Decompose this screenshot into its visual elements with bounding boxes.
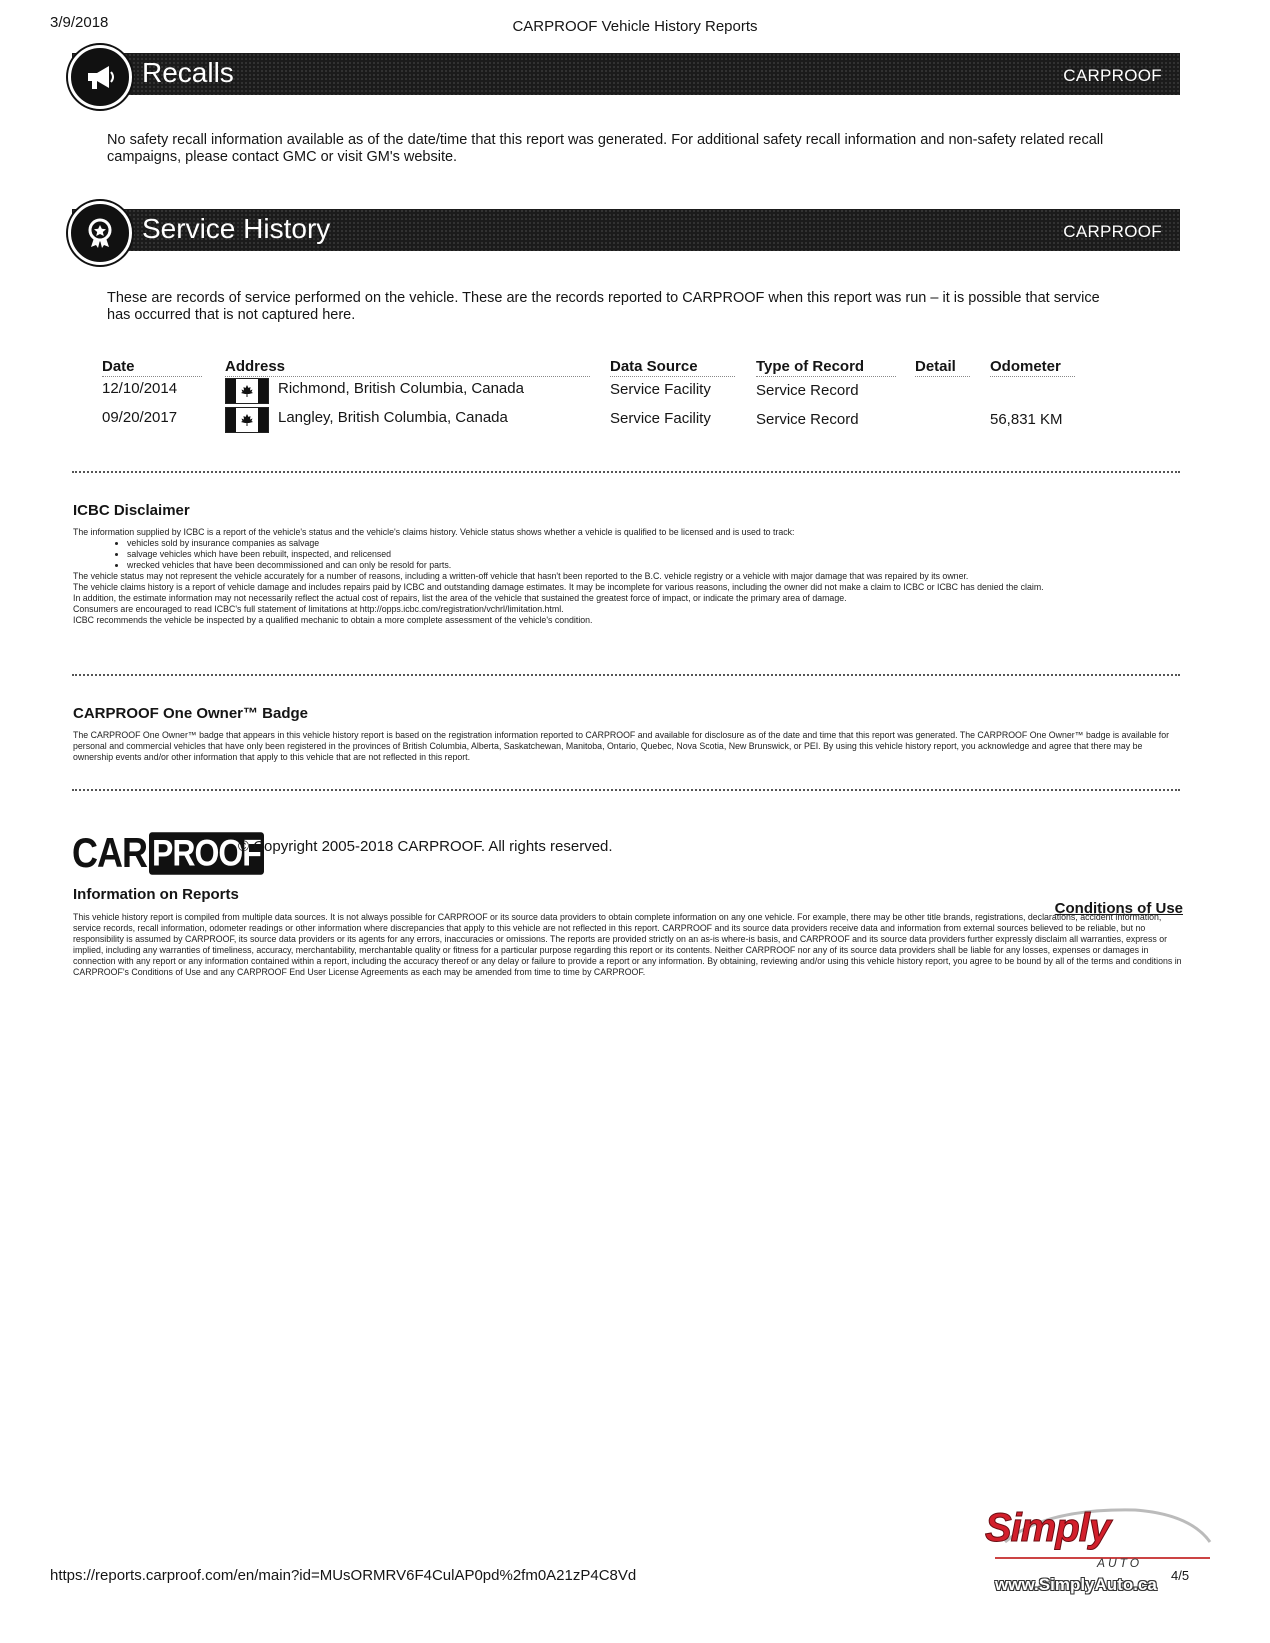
one-owner-title: CARPROOF One Owner™ Badge xyxy=(73,705,309,722)
col-detail: Detail xyxy=(915,358,956,375)
watermark-sub: AUTO xyxy=(1097,1556,1143,1570)
info-title: Information on Reports xyxy=(73,886,239,903)
icbc-paragraph: In addition, the estimate information may not necessarily reflect the actual cost of repairs, list the area of the vehicle that sustained the greatest force of impact, or indicate the primary area of damage. xyxy=(73,593,847,603)
icbc-paragraph: The vehicle claims history is a report of vehicle damage and includes repairs paid by ICBC and outstanding damage estimates. It may be incomplete for various reasons, including the owner did not make a claim to ICBC or ICBC has denied the claim. xyxy=(73,582,1044,592)
list-item: • vehicles sold by insurance companies as salvage xyxy=(127,538,1183,549)
icbc-bullets xyxy=(73,538,1183,571)
icbc-intro: The information supplied by ICBC is a report of the vehicle's status and the vehicle's claims history. Vehicle status shows whether a vehicle is qualified to be licensed and is used to track: xyxy=(73,527,795,537)
carproof-logo xyxy=(72,828,264,876)
header-rule xyxy=(915,376,970,377)
recalls-title: Recalls xyxy=(142,57,234,88)
icbc-title: ICBC Disclaimer xyxy=(73,502,190,519)
row-address: Langley, British Columbia, Canada xyxy=(278,409,508,426)
header-rule xyxy=(990,376,1075,377)
service-history-text: These are records of service performed on the vehicle. These are the records reported to CARPROOF when this report was run – it is possible that service has occurred that is not captured here. xyxy=(107,290,1100,323)
logo-car: CAR xyxy=(72,828,147,876)
list-item: • wrecked vehicles that have been decommissioned and can only be resold for parts. xyxy=(127,560,1183,571)
info-text: This vehicle history report is compiled from multiple data sources. It is not always possible for CARPROOF or its source data providers to obtain complete information on any one vehicle. For example, there may be other title brands, registrations, declarations, accident information, service records, recall information, odometer readings or other information where discrepancies that apply to this vehicle are not reflected in this report. CARPROOF and its source data providers receive data and information from external sources believed to be reliable, but no responsibility is assumed by CARPROOF, its source data providers or its agents for any errors, inaccuracies or omissions. The reports are provided strictly on an as-is where-is basis, and CARPROOF and its source data providers further expressly disclaim all warranties, express or implied, including any warranties of timeliness, accuracy, merchantability, merchantable quality or fitness for a particular purpose regarding this report or its contents. Neither CARPROOF nor any of its source data providers shall be liable for any losses, expenses or damages in connection with any report or any information contained within a report, including the accuracy thereof or any delay or failure to provide a report or any information. By obtaining, reviewing and/or using this vehicle history report, you agree to be bound by all of the terms and conditions in CARPROOF's Conditions of Use and any CARPROOF End User License Agreements as each may be amended from time to time by CARPROOF. xyxy=(73,912,1182,977)
award-badge-icon xyxy=(68,201,132,265)
canada-flag-icon xyxy=(225,407,269,433)
header-rule xyxy=(102,376,202,377)
service-history-brand: CARPROOF xyxy=(1063,222,1162,241)
canada-flag-icon xyxy=(225,378,269,404)
row-date: 12/10/2014 xyxy=(102,380,178,397)
section-divider xyxy=(72,674,1180,676)
one-owner-text: The CARPROOF One Owner™ badge that appears in this vehicle history report is based on the registration information reported to CARPROOF and available for disclosure as of the date and time that this report was generated. The CARPROOF One Owner™ badge is available for personal and commercial vehicles that have only been registered in the provinces of British Columbia, Alberta, Saskatchewan, Manitoba, Ontario, Quebec, Nova Scotia, New Brunswick, or PEI. By using this vehicle history report, you acknowledge and agree that there may be ownership events and/or other information that apply to this vehicle that are not reflected in this report. xyxy=(73,730,1170,762)
icbc-paragraph: Consumers are encouraged to read ICBC's full statement of limitations at http://opps.icbc.com/registration/vchrl/limitation.html. xyxy=(73,604,564,614)
footer-url: https://reports.carproof.com/en/main?id=MUsORMRV6F4CulAP0pd%2fm0A21zP4C8Vd xyxy=(50,1567,637,1584)
page-number: 4/5 xyxy=(1171,1568,1190,1583)
col-address: Address xyxy=(225,358,286,375)
service-history-title: Service History xyxy=(142,213,331,244)
list-item: • salvage vehicles which have been rebuilt, inspected, and relicensed xyxy=(127,549,1183,560)
watermark-name: Simply xyxy=(985,1506,1111,1550)
col-date: Date xyxy=(102,358,135,375)
row-odometer: 56,831 KM xyxy=(990,411,1063,428)
row-data-source: Service Facility xyxy=(610,410,711,427)
megaphone-icon xyxy=(68,45,132,109)
service-history-banner xyxy=(72,209,1180,251)
recalls-text: No safety recall information available as of the date/time that this report was generated. For additional safety recall information and non-safety related recall campaigns, please contact GMC or visit GM's website. xyxy=(107,132,1104,165)
icbc-paragraph: ICBC recommends the vehicle be inspected by a qualified mechanic to obtain a more complete assessment of the vehicle's condition. xyxy=(73,615,593,625)
header-rule xyxy=(610,376,735,377)
section-divider xyxy=(72,471,1180,473)
col-type-of-record: Type of Record xyxy=(756,358,865,375)
header-rule xyxy=(756,376,896,377)
row-address: Richmond, British Columbia, Canada xyxy=(278,380,524,397)
logo-proof: PROOF xyxy=(149,832,264,875)
section-divider xyxy=(72,789,1180,791)
row-type: Service Record xyxy=(756,411,859,428)
col-data-source: Data Source xyxy=(610,358,698,375)
recalls-brand: CARPROOF xyxy=(1063,66,1162,85)
watermark-url: www.SimplyAuto.ca xyxy=(995,1575,1157,1594)
col-odometer: Odometer xyxy=(990,358,1061,375)
icbc-paragraph: The vehicle status may not represent the vehicle accurately for a number of reasons, including a written-off vehicle that hasn't been reported to the B.C. vehicle registry or a vehicle with major damage that was repaired by its owner. xyxy=(73,571,969,581)
icbc-disclaimer xyxy=(73,527,1183,626)
row-type: Service Record xyxy=(756,382,859,399)
row-date: 09/20/2017 xyxy=(102,409,178,426)
recalls-banner xyxy=(72,53,1180,95)
copyright: © Copyright 2005-2018 CARPROOF. All rights reserved. xyxy=(238,838,613,855)
page-title: CARPROOF Vehicle History Reports xyxy=(512,18,758,35)
simply-auto-watermark xyxy=(985,1502,1215,1612)
header-rule xyxy=(225,376,590,377)
print-date: 3/9/2018 xyxy=(50,14,109,31)
conditions-of-use-link[interactable]: Conditions of Use xyxy=(1054,900,1183,917)
row-data-source: Service Facility xyxy=(610,381,711,398)
